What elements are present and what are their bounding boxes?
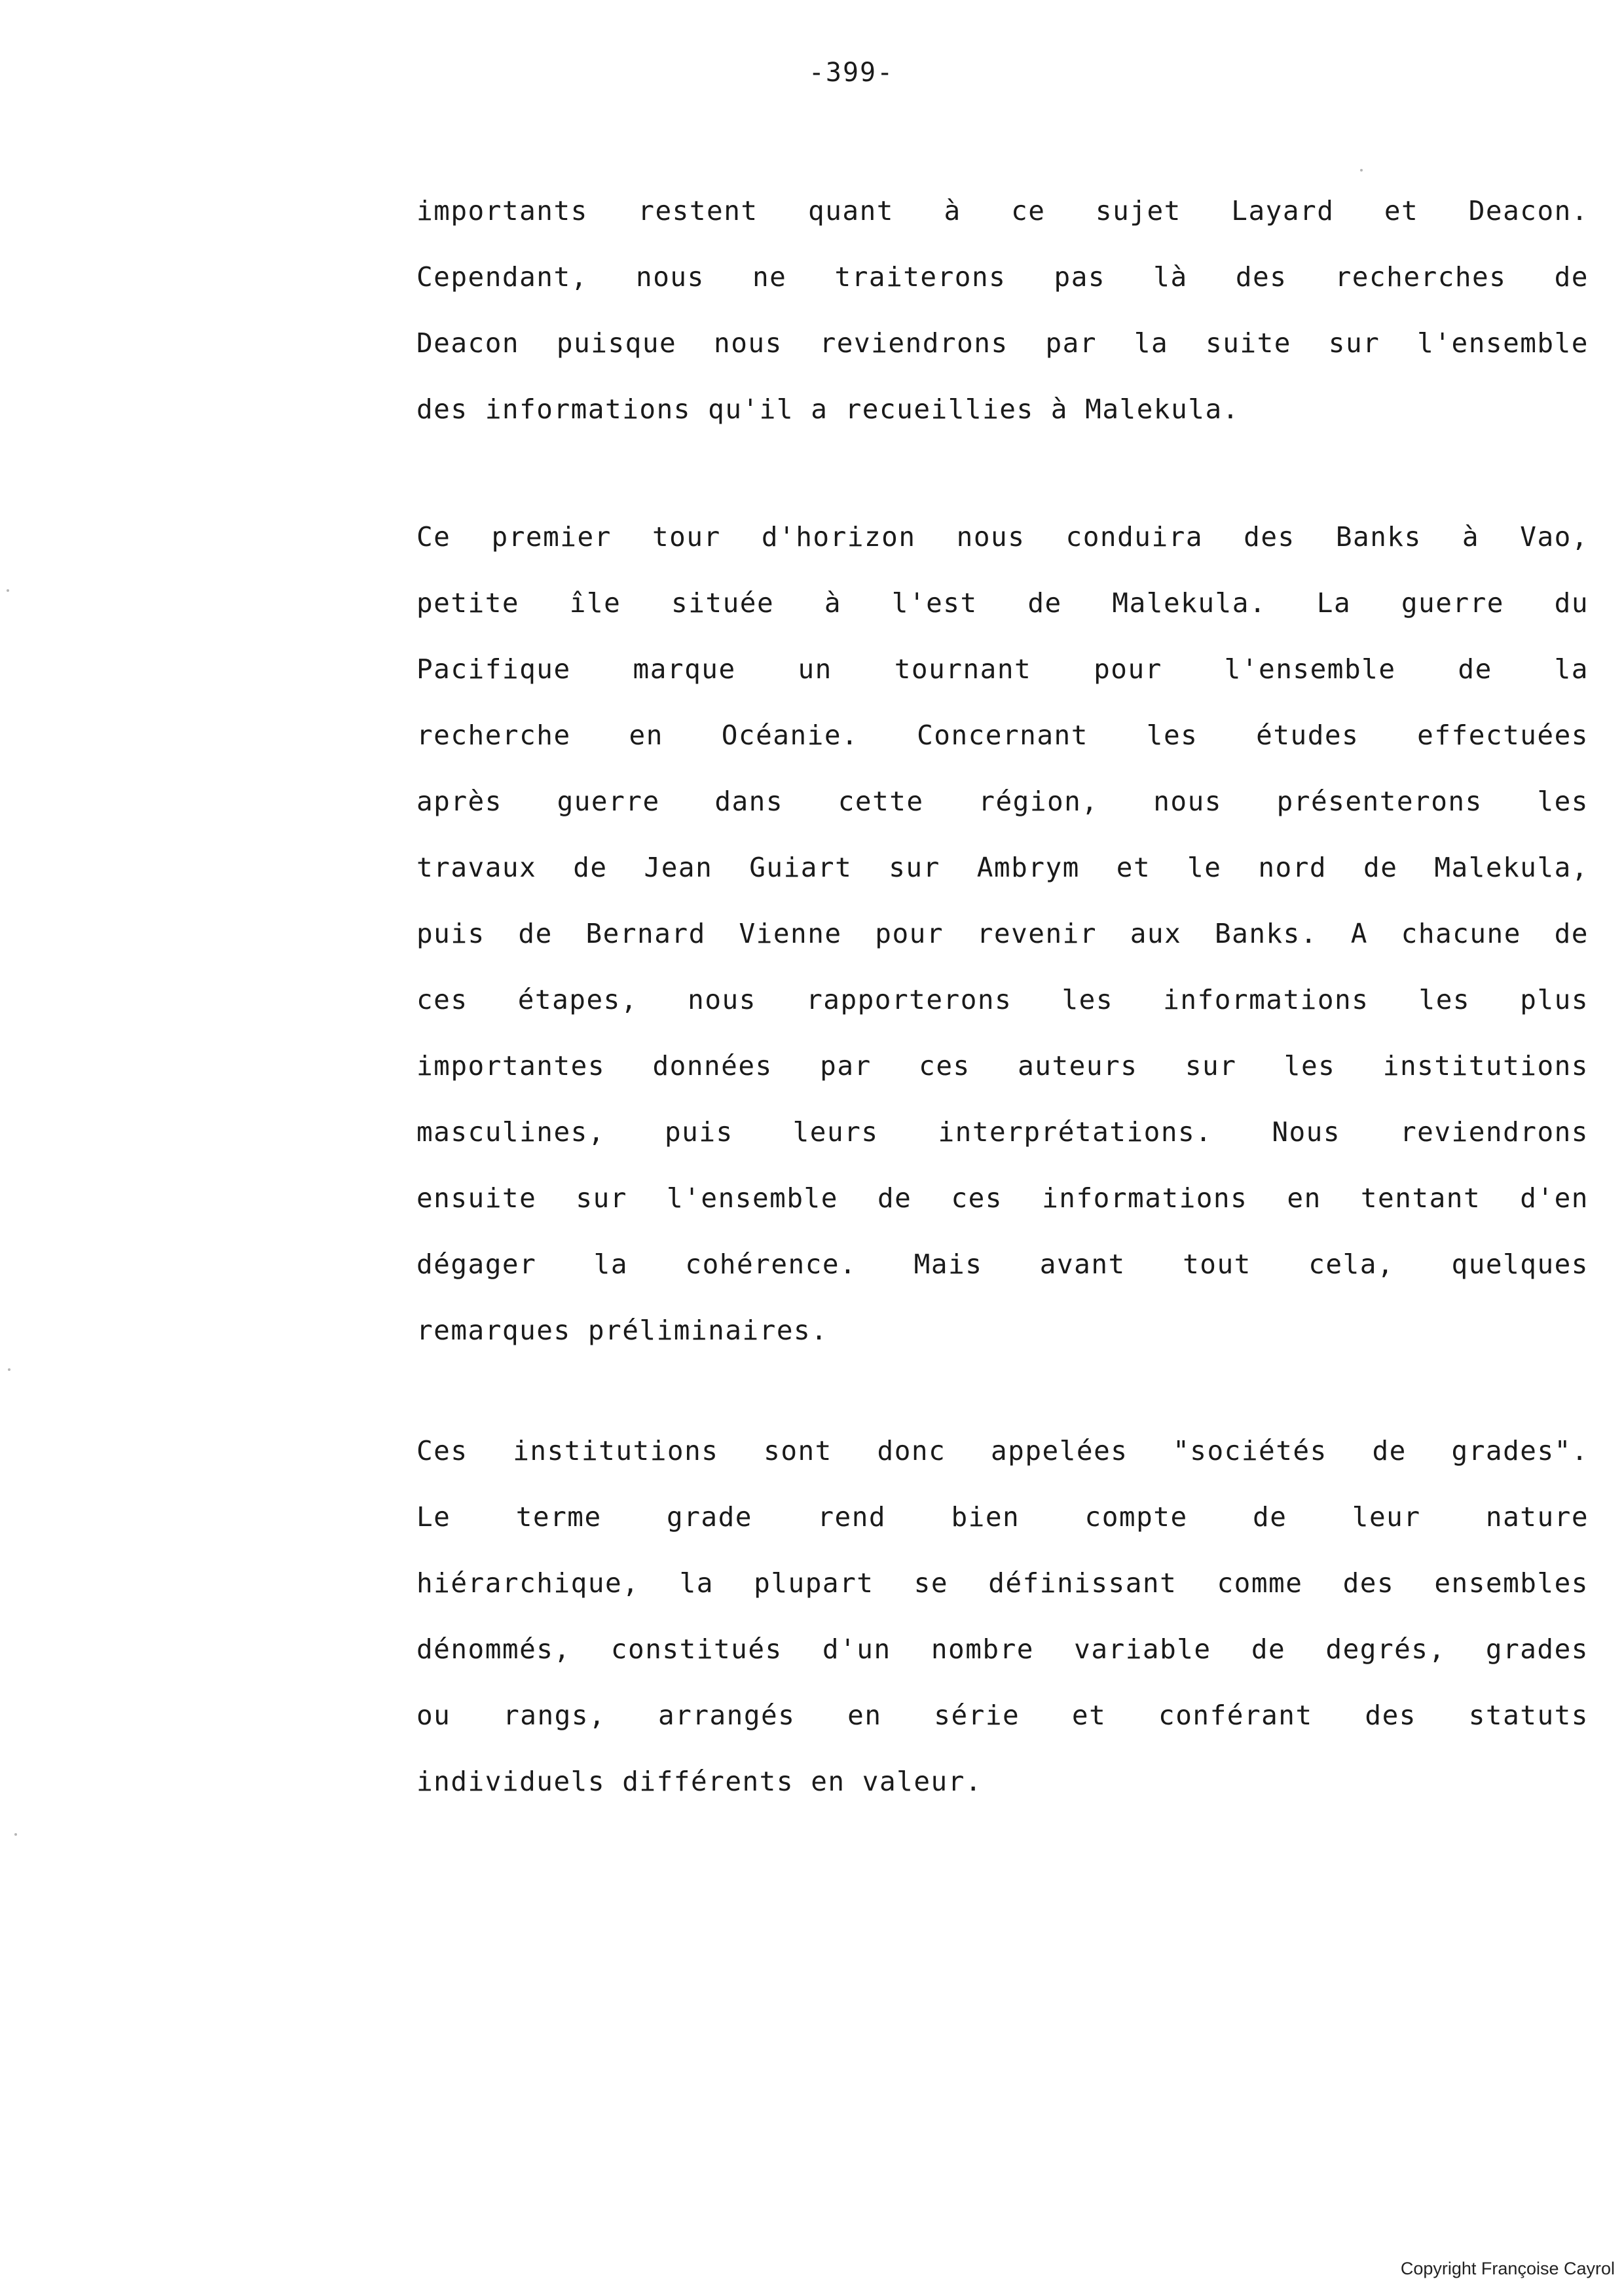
text-line: Ces institutions sont donc appelées "sociétés de grades".: [416, 1435, 1589, 1467]
scan-speck: [8, 1368, 10, 1371]
text-line: après guerre dans cette région, nous présenterons les: [416, 786, 1589, 817]
text-line: importants restent quant à ce sujet Layard et Deacon.: [416, 195, 1589, 227]
text-line: ces étapes, nous rapporterons les informations les plus: [416, 984, 1589, 1015]
text-line: Deacon puisque nous reviendrons par la suite sur l'ensemble: [416, 327, 1589, 359]
page-number: -399-: [808, 58, 895, 88]
text-line: travaux de Jean Guiart sur Ambrym et le nord de Malekula,: [416, 852, 1589, 883]
text-line: ou rangs, arrangés en série et conférant des statuts: [416, 1700, 1589, 1731]
text-line: petite île située à l'est de Malekula. La guerre du: [416, 587, 1589, 619]
scan-speck: [14, 1833, 17, 1836]
copyright-notice: Copyright Françoise Cayrol: [1400, 2259, 1615, 2278]
paragraph-1: [416, 178, 1589, 443]
text-line: hiérarchique, la plupart se définissant comme des ensembles: [416, 1567, 1589, 1599]
scan-speck: [7, 589, 9, 592]
text-line: Pacifique marque un tournant pour l'ensemble de la: [416, 653, 1589, 685]
text-line: puis de Bernard Vienne pour revenir aux Banks. A chacune de: [416, 918, 1589, 949]
scan-speck: [1360, 169, 1363, 172]
text-line: individuels différents en valeur.: [416, 1766, 983, 1797]
text-line: dénommés, constitués d'un nombre variable de degrés, grades: [416, 1633, 1589, 1665]
text-line: Ce premier tour d'horizon nous conduira des Banks à Vao,: [416, 521, 1589, 553]
paragraph-3: [416, 1418, 1589, 1815]
text-line: remarques préliminaires.: [416, 1315, 828, 1346]
text-line: ensuite sur l'ensemble de ces informations en tentant d'en: [416, 1182, 1589, 1214]
paragraph-2: [416, 504, 1589, 1364]
text-line: recherche en Océanie. Concernant les études effectuées: [416, 720, 1589, 751]
text-line: importantes données par ces auteurs sur les institutions: [416, 1050, 1589, 1082]
text-line: Le terme grade rend bien compte de leur nature: [416, 1501, 1589, 1533]
text-line: masculines, puis leurs interprétations. Nous reviendrons: [416, 1116, 1589, 1148]
text-line: dégager la cohérence. Mais avant tout cela, quelques: [416, 1248, 1589, 1280]
text-line: Cependant, nous ne traiterons pas là des recherches de: [416, 261, 1589, 293]
text-line: des informations qu'il a recueillies à Malekula.: [416, 393, 1240, 425]
